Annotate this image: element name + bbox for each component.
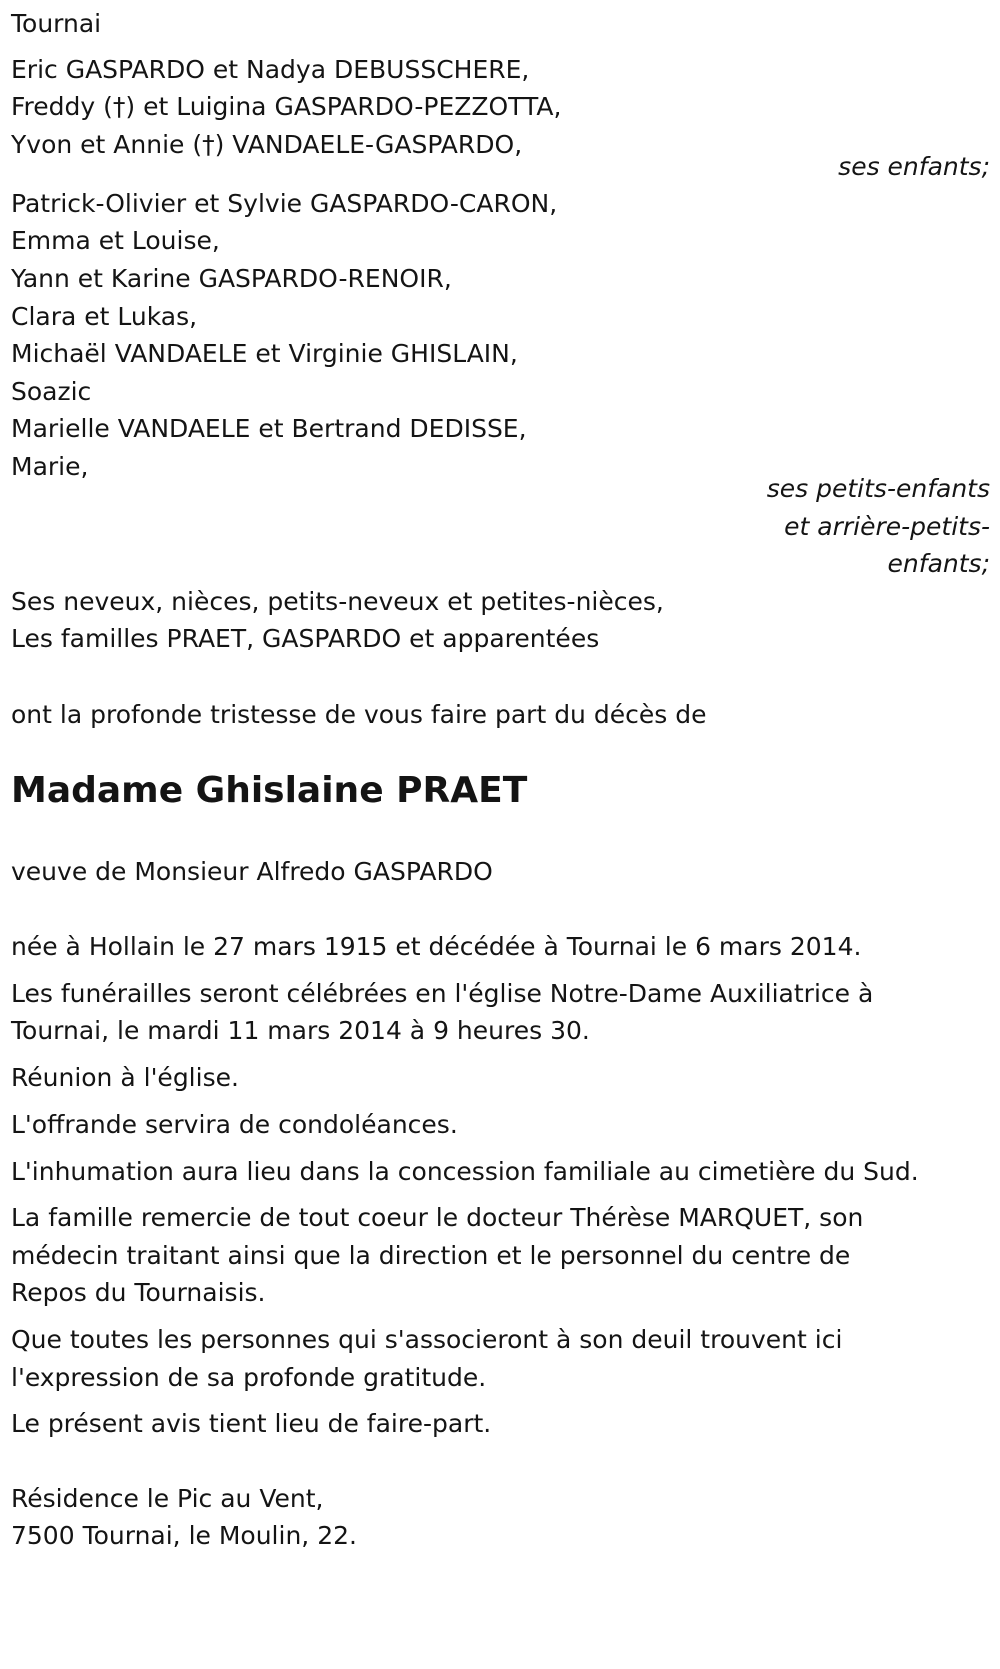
grandchild-line-4: Clara et Lukas, <box>11 302 198 331</box>
grandchild-line-8: Marie, <box>11 452 89 481</box>
widow-of: veuve de Monsieur Alfredo GASPARDO <box>11 857 493 886</box>
grandchild-line-3: Yann et Karine GASPARDO-RENOIR, <box>11 264 452 293</box>
grandchild-line-5: Michaël VANDAELE et Virginie GHISLAIN, <box>11 339 518 368</box>
address-line-1: Résidence le Pic au Vent, <box>11 1484 324 1513</box>
grandchild-line-7: Marielle VANDAELE et Bertrand DEDISSE, <box>11 414 527 443</box>
funeral-line-1: Les funérailles seront célébrées en l'église Notre-Dame Auxiliatrice à <box>11 979 874 1008</box>
child-line-2: Freddy (†) et Luigina GASPARDO-PEZZOTTA, <box>11 92 562 121</box>
city: Tournai <box>11 9 102 38</box>
meeting: Réunion à l'église. <box>11 1063 239 1092</box>
child-line-3: Yvon et Annie (†) VANDAELE-GASPARDO, <box>11 130 523 159</box>
funeral-line-2: Tournai, le mardi 11 mars 2014 à 9 heures 30. <box>11 1016 590 1045</box>
offering: L'offrande servira de condoléances. <box>11 1110 458 1139</box>
thanks-line-2: médecin traitant ainsi que la direction et le personnel du centre de <box>11 1241 851 1270</box>
child-line-1: Eric GASPARDO et Nadya DEBUSSCHERE, <box>11 55 530 84</box>
deceased-name: Madame Ghislaine PRAET <box>11 770 528 811</box>
grandchildren-label-3: enfants; <box>887 549 990 578</box>
grandchild-line-1: Patrick-Olivier et Sylvie GASPARDO-CARON, <box>11 189 558 218</box>
grandchildren-label-1: ses petits-enfants <box>766 474 990 503</box>
thanks-line-1: La famille remercie de tout coeur le docteur Thérèse MARQUET, son <box>11 1203 864 1232</box>
gratitude-line-2: l'expression de sa profonde gratitude. <box>11 1363 487 1392</box>
relatives-line-1: Ses neveux, nièces, petits-neveux et petites-nièces, <box>11 587 664 616</box>
address-line-2: 7500 Tournai, le Moulin, 22. <box>11 1521 357 1550</box>
grandchild-line-6: Soazic <box>11 377 92 406</box>
relatives-line-2: Les familles PRAET, GASPARDO et apparentées <box>11 624 600 653</box>
gratitude-line-1: Que toutes les personnes qui s'associeront à son deuil trouvent ici <box>11 1325 843 1354</box>
thanks-line-3: Repos du Tournaisis. <box>11 1278 266 1307</box>
notice: Le présent avis tient lieu de faire-part. <box>11 1409 492 1438</box>
grandchildren-label-2: et arrière-petits- <box>784 512 990 541</box>
children-label: ses enfants; <box>838 152 990 181</box>
announcement: ont la profonde tristesse de vous faire part du décès de <box>11 700 707 729</box>
grandchild-line-2: Emma et Louise, <box>11 226 220 255</box>
birth-death: née à Hollain le 27 mars 1915 et décédée à Tournai le 6 mars 2014. <box>11 932 862 961</box>
burial: L'inhumation aura lieu dans la concession familiale au cimetière du Sud. <box>11 1157 919 1186</box>
